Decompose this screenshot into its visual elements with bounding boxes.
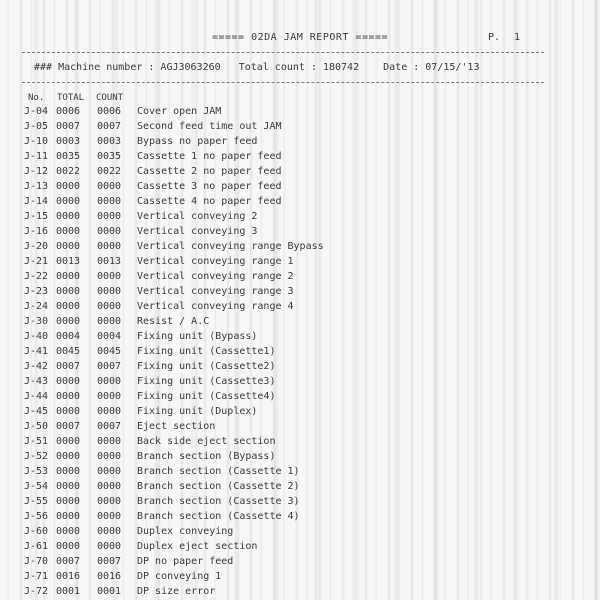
jam-code: J-44 [24, 391, 49, 402]
jam-description: Fixing unit (Bypass) [137, 331, 258, 342]
table-row [0, 314, 600, 329]
table-row [0, 134, 600, 149]
jam-description: Bypass no paper feed [137, 136, 258, 147]
total-value: 0007 [56, 361, 81, 372]
count-value: 0045 [97, 346, 122, 357]
jam-description: Back side eject section [137, 436, 276, 447]
table-row [0, 479, 600, 494]
count-value: 0006 [97, 106, 122, 117]
count-value: 0000 [97, 526, 122, 537]
jam-table [0, 104, 600, 599]
jam-code: J-40 [24, 331, 49, 342]
total-value: 0000 [56, 316, 81, 327]
jam-code: J-54 [24, 481, 49, 492]
total-value: 0000 [56, 496, 81, 507]
table-row [0, 539, 600, 554]
count-value: 0000 [97, 196, 122, 207]
table-row [0, 449, 600, 464]
jam-code: J-14 [24, 196, 49, 207]
jam-code: J-51 [24, 436, 49, 447]
table-row [0, 524, 600, 539]
jam-code: J-43 [24, 376, 49, 387]
jam-description: DP conveying 1 [137, 571, 222, 582]
total-value: 0013 [56, 256, 81, 267]
jam-code: J-45 [24, 406, 49, 417]
count-value: 0004 [97, 331, 122, 342]
total-value: 0000 [56, 181, 81, 192]
total-value: 0000 [56, 241, 81, 252]
total-value: 0000 [56, 376, 81, 387]
jam-description: Branch section (Cassette 3) [137, 496, 300, 507]
column-header-total: TOTAL [57, 93, 85, 103]
total-value: 0004 [56, 331, 81, 342]
count-value: 0000 [97, 391, 122, 402]
jam-code: J-22 [24, 271, 49, 282]
count-value: 0022 [97, 166, 122, 177]
count-value: 0000 [97, 466, 122, 477]
table-row [0, 224, 600, 239]
total-value: 0000 [56, 391, 81, 402]
count-value: 0000 [97, 316, 122, 327]
jam-description: Resist / A.C [137, 316, 210, 327]
count-value: 0007 [97, 421, 122, 432]
jam-description: Vertical conveying range 4 [137, 301, 294, 312]
total-value: 0000 [56, 286, 81, 297]
total-value: 0000 [56, 271, 81, 282]
jam-code: J-13 [24, 181, 49, 192]
count-value: 0000 [97, 211, 122, 222]
total-count-label: Total count : [238, 62, 317, 73]
count-value: 0003 [97, 136, 122, 147]
total-value: 0000 [56, 481, 81, 492]
table-row [0, 584, 600, 599]
table-row [0, 149, 600, 164]
jam-description: Second feed time out JAM [137, 121, 282, 132]
table-row [0, 419, 600, 434]
machine-info-line [34, 62, 485, 73]
table-row [0, 464, 600, 479]
jam-description: Fixing unit (Cassette4) [137, 391, 276, 402]
count-value: 0000 [97, 511, 122, 522]
jam-code: J-71 [24, 571, 49, 582]
table-row [0, 509, 600, 524]
jam-description: Vertical conveying range 3 [137, 286, 294, 297]
machine-number-value: AGJ3063260 [160, 62, 221, 73]
jam-description: Eject section [137, 421, 216, 432]
jam-description: DP size error [137, 586, 216, 597]
count-value: 0000 [97, 481, 122, 492]
jam-description: Vertical conveying 3 [137, 226, 258, 237]
table-row [0, 209, 600, 224]
date-label: Date : [383, 62, 420, 73]
jam-code: J-56 [24, 511, 49, 522]
jam-description: Vertical conveying range 1 [137, 256, 294, 267]
jam-description: Duplex conveying [137, 526, 234, 537]
dashed-divider-top [22, 52, 544, 53]
jam-description: Cover open JAM [137, 106, 222, 117]
jam-description: Branch section (Cassette 4) [137, 511, 300, 522]
jam-code: J-04 [24, 106, 49, 117]
table-row [0, 359, 600, 374]
table-row [0, 374, 600, 389]
total-value: 0000 [56, 541, 81, 552]
report-title: ===== 02DA JAM REPORT ===== [211, 32, 389, 43]
jam-code: J-55 [24, 496, 49, 507]
dashed-divider-bottom [22, 82, 544, 83]
table-row [0, 569, 600, 584]
count-value: 0013 [97, 256, 122, 267]
count-value: 0000 [97, 451, 122, 462]
jam-description: Branch section (Cassette 1) [137, 466, 300, 477]
jam-description: Branch section (Bypass) [137, 451, 276, 462]
jam-code: J-60 [24, 526, 49, 537]
column-header-count: COUNT [96, 93, 124, 103]
count-value: 0016 [97, 571, 122, 582]
jam-code: J-72 [24, 586, 49, 597]
jam-description: Cassette 2 no paper feed [137, 166, 282, 177]
count-value: 0000 [97, 541, 122, 552]
total-value: 0007 [56, 421, 81, 432]
count-value: 0000 [97, 301, 122, 312]
total-value: 0007 [56, 121, 81, 132]
table-row [0, 119, 600, 134]
total-value: 0000 [56, 226, 81, 237]
count-value: 0000 [97, 241, 122, 252]
count-value: 0000 [97, 406, 122, 417]
table-row [0, 179, 600, 194]
jam-description: Fixing unit (Cassette3) [137, 376, 276, 387]
jam-code: J-70 [24, 556, 49, 567]
jam-code: J-23 [24, 286, 49, 297]
total-value: 0000 [56, 196, 81, 207]
jam-code: J-10 [24, 136, 49, 147]
jam-code: J-21 [24, 256, 49, 267]
table-row [0, 434, 600, 449]
total-value: 0000 [56, 406, 81, 417]
count-value: 0000 [97, 271, 122, 282]
table-row [0, 554, 600, 569]
jam-description: Duplex eject section [137, 541, 258, 552]
total-value: 0000 [56, 511, 81, 522]
count-value: 0000 [97, 226, 122, 237]
total-value: 0000 [56, 436, 81, 447]
jam-code: J-30 [24, 316, 49, 327]
jam-code: J-15 [24, 211, 49, 222]
table-row [0, 344, 600, 359]
table-row [0, 269, 600, 284]
table-row [0, 404, 600, 419]
jam-description: Vertical conveying 2 [137, 211, 258, 222]
total-value: 0000 [56, 211, 81, 222]
total-value: 0045 [56, 346, 81, 357]
count-value: 0000 [97, 286, 122, 297]
total-value: 0006 [56, 106, 81, 117]
table-row [0, 104, 600, 119]
jam-code: J-05 [24, 121, 49, 132]
count-value: 0007 [97, 121, 122, 132]
jam-code: J-61 [24, 541, 49, 552]
count-value: 0001 [97, 586, 122, 597]
total-value: 0000 [56, 451, 81, 462]
count-value: 0035 [97, 151, 122, 162]
count-value: 0007 [97, 556, 122, 567]
total-count-value: 180742 [322, 62, 360, 73]
jam-description: Fixing unit (Cassette2) [137, 361, 276, 372]
jam-code: J-53 [24, 466, 49, 477]
jam-description: Fixing unit (Cassette1) [137, 346, 276, 357]
count-value: 0007 [97, 361, 122, 372]
count-value: 0000 [97, 376, 122, 387]
jam-description: Fixing unit (Duplex) [137, 406, 258, 417]
jam-description: Vertical conveying range 2 [137, 271, 294, 282]
table-row [0, 164, 600, 179]
jam-code: J-12 [24, 166, 49, 177]
jam-description: Cassette 1 no paper feed [137, 151, 282, 162]
jam-code: J-42 [24, 361, 49, 372]
table-row [0, 494, 600, 509]
total-value: 0003 [56, 136, 81, 147]
table-row [0, 194, 600, 209]
jam-code: J-24 [24, 301, 49, 312]
count-value: 0000 [97, 181, 122, 192]
jam-code: J-16 [24, 226, 49, 237]
total-value: 0035 [56, 151, 81, 162]
total-value: 0022 [56, 166, 81, 177]
count-value: 0000 [97, 436, 122, 447]
machine-number-label: ### Machine number : [34, 62, 155, 73]
jam-code: J-41 [24, 346, 49, 357]
table-row [0, 299, 600, 314]
jam-description: Vertical conveying range Bypass [137, 241, 324, 252]
jam-code: J-50 [24, 421, 49, 432]
jam-code: J-11 [24, 151, 49, 162]
table-row [0, 239, 600, 254]
jam-description: Cassette 4 no paper feed [137, 196, 282, 207]
total-value: 0000 [56, 301, 81, 312]
column-header-no: No. [28, 93, 45, 103]
total-value: 0000 [56, 526, 81, 537]
total-value: 0000 [56, 466, 81, 477]
jam-description: DP no paper feed [137, 556, 234, 567]
total-value: 0016 [56, 571, 81, 582]
jam-description: Cassette 3 no paper feed [137, 181, 282, 192]
table-row [0, 284, 600, 299]
table-row [0, 329, 600, 344]
table-row [0, 389, 600, 404]
jam-code: J-52 [24, 451, 49, 462]
date-value: 07/15/'13 [425, 62, 480, 73]
count-value: 0000 [97, 496, 122, 507]
jam-description: Branch section (Cassette 2) [137, 481, 300, 492]
page-number: P. 1 [488, 32, 521, 43]
table-row [0, 254, 600, 269]
jam-code: J-20 [24, 241, 49, 252]
total-value: 0007 [56, 556, 81, 567]
total-value: 0001 [56, 586, 81, 597]
